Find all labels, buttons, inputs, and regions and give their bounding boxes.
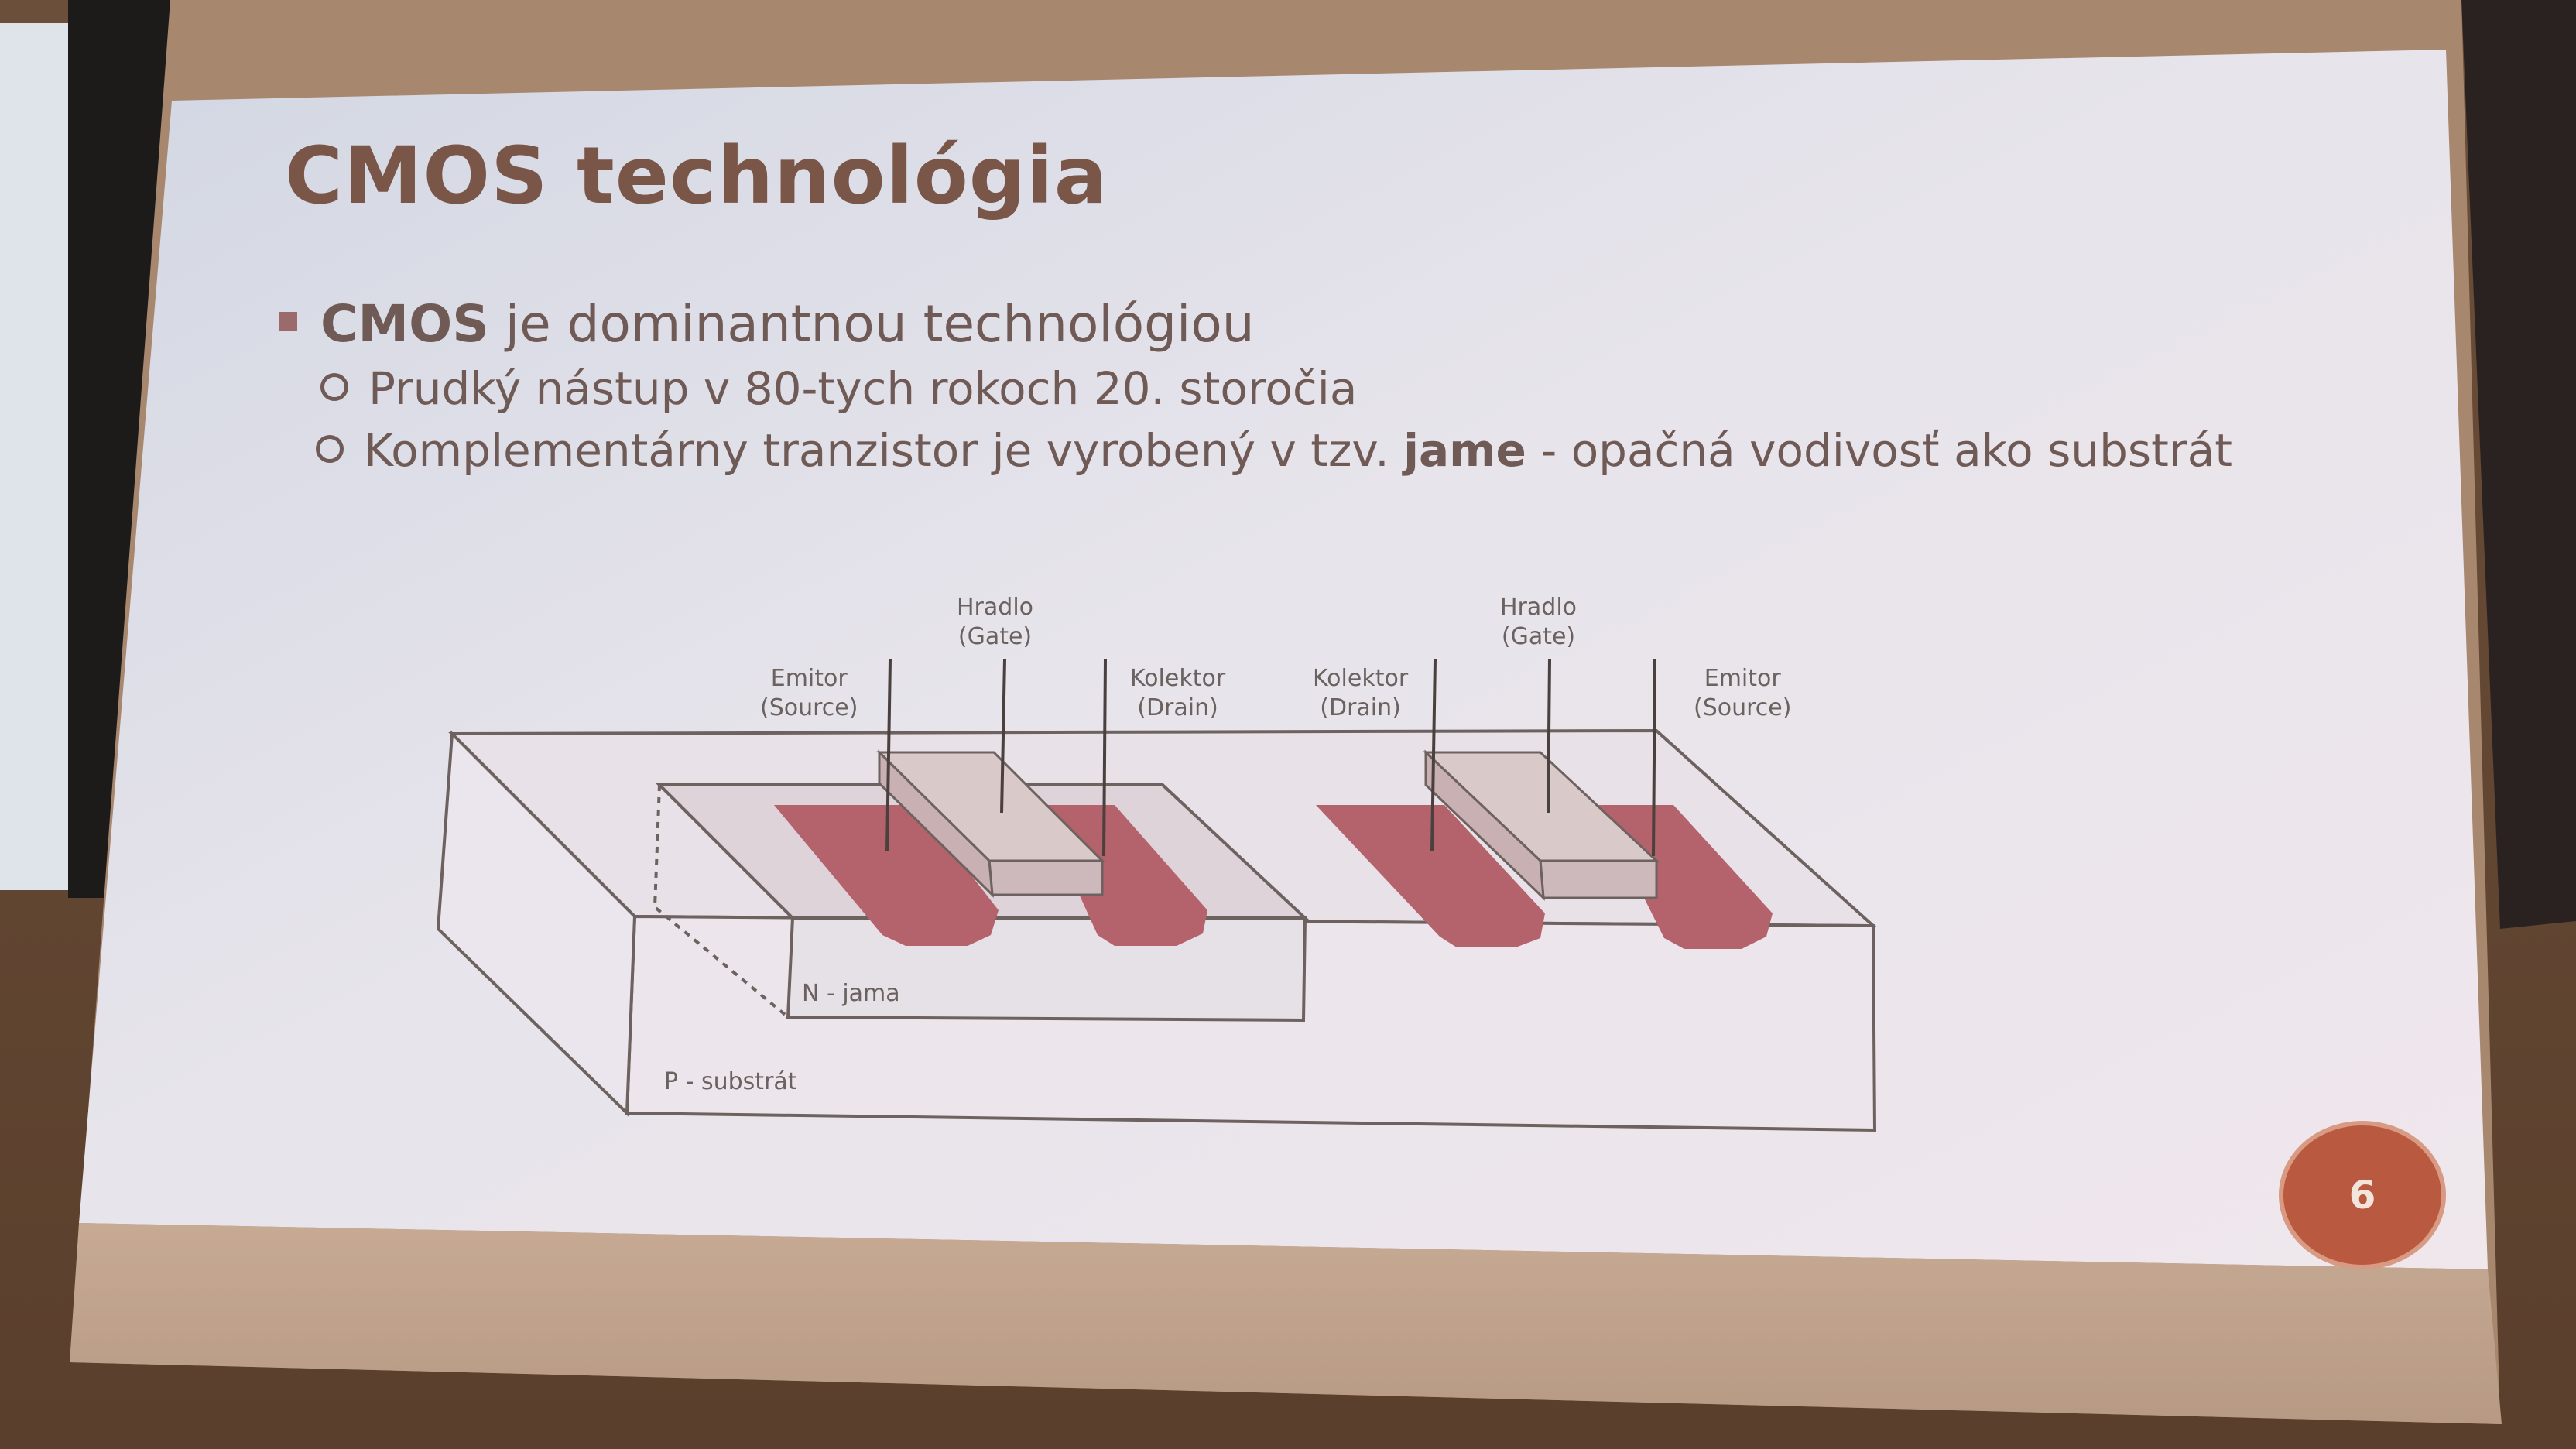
bullet-sub-2-before: Komplementárny tranzistor je vyrobený v tzv.	[364, 424, 1404, 477]
source-right-label-line1: Emitor	[1704, 665, 1781, 692]
gate-left-label-line2: (Gate)	[957, 623, 1033, 650]
bullet-main-text: je dominantnou technológiou	[488, 294, 1255, 354]
source-left-label	[760, 664, 858, 723]
source-left-label-line1: Emitor	[770, 665, 848, 692]
gate-right-label-line2: (Gate)	[1501, 623, 1576, 650]
right-gate-lead	[1548, 659, 1550, 813]
left-drain-lead	[1104, 659, 1105, 856]
p-substrate-label: P - substrát	[664, 1068, 797, 1095]
source-left-label-line2: (Source)	[760, 694, 858, 721]
source-right-label	[1694, 664, 1791, 723]
bullet-sub-2-bold: jame	[1403, 424, 1526, 477]
slide-title: CMOS technológia	[285, 130, 1108, 222]
source-right-label-line2: (Source)	[1694, 694, 1792, 721]
bullet-sub-1-text: Prudký nástup v 80-tych rokoch 20. storočia	[368, 362, 1358, 415]
drain-right-label-line1: Kolektor	[1313, 665, 1409, 692]
page-number-badge: 6	[2283, 1125, 2441, 1265]
gate-right-label	[1500, 593, 1577, 652]
drain-right-label-line2: (Drain)	[1320, 694, 1401, 721]
drain-left-label	[1130, 664, 1225, 723]
right-source-lead	[1653, 659, 1655, 856]
left-gate-oxide-front	[989, 861, 1102, 895]
drain-right-label	[1313, 664, 1408, 723]
gate-left-label-line1: Hradlo	[957, 594, 1034, 621]
bullet-main-bold: CMOS	[320, 294, 489, 354]
gate-right-label-line1: Hradlo	[1500, 594, 1577, 621]
bullet-sub-2-after: - opačná vodivosť ako substrát	[1526, 424, 2232, 477]
drain-left-label-line2: (Drain)	[1137, 694, 1218, 721]
n-well-label: N - jama	[802, 980, 900, 1007]
gate-left-label	[957, 593, 1033, 652]
drain-left-label-line1: Kolektor	[1130, 665, 1226, 692]
right-gate-oxide-front	[1540, 861, 1656, 898]
